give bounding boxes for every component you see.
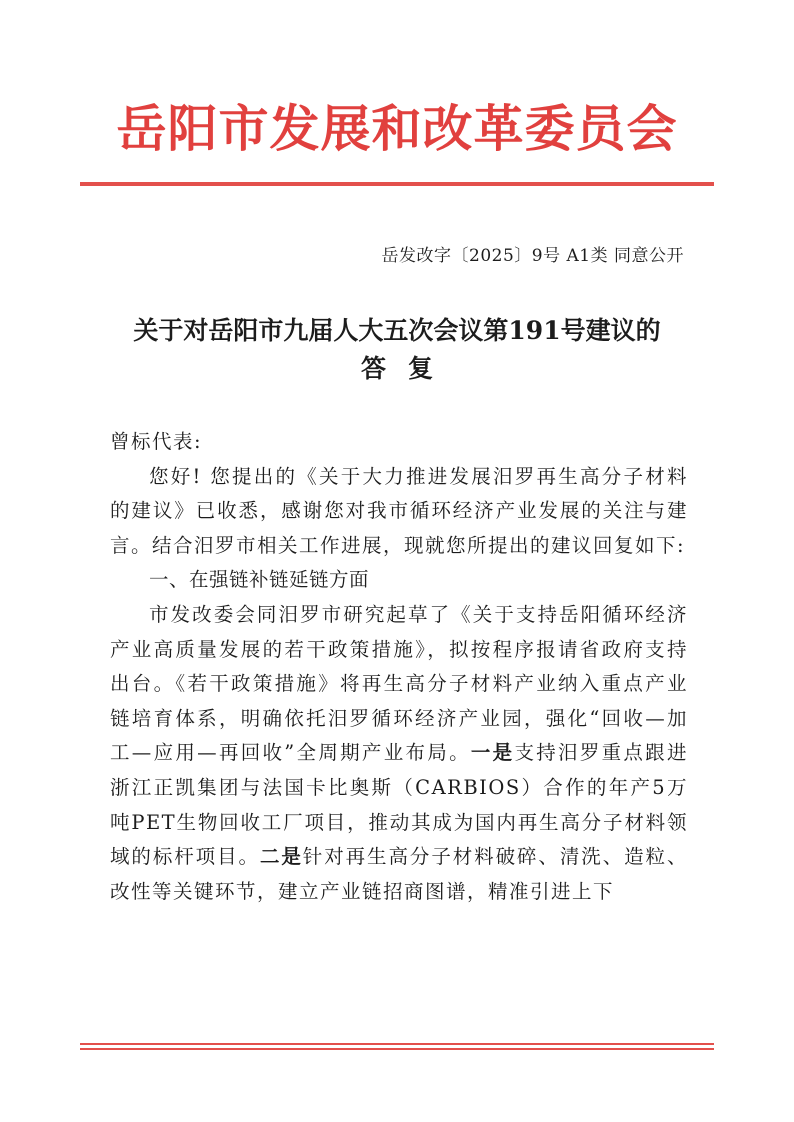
bold-point-2: 二是 (259, 845, 303, 869)
paragraph-section-1 (110, 598, 688, 909)
letterhead-org-name: 岳阳市发展和改革委员会 (116, 99, 678, 158)
footer-red-double-rule (80, 1043, 714, 1050)
document-body (110, 425, 688, 909)
document-title-line1: 关于对岳阳市九届人大五次会议第191号建议的 (133, 316, 661, 345)
paragraph-text: 支持汨罗重点跟进浙江正凯集团与法国卡比奥斯（CARBIOS）合作的年产5万吨PET生物回收工厂项目，推动其成为国内再生高分子材料领域的标杆项目。 (110, 741, 688, 869)
document-title-line2: 答复 (360, 354, 455, 383)
section-heading-1: 一、在强链补链延链方面 (149, 568, 370, 592)
salutation: 曾标代表: (110, 430, 203, 453)
document-number: 岳发改字〔2025〕9号 A1类 同意公开 (381, 246, 684, 266)
document-title (0, 312, 794, 388)
bold-point-1: 一是 (470, 741, 515, 765)
letterhead-red-rule (80, 182, 714, 186)
paragraph-greeting: 您好! 您提出的《关于大力推进发展汨罗再生高分子材料的建议》已收悉，感谢您对我市循环经济产业发展的关注与建言。结合汨罗市相关工作进展，现就您所提出的建议回复如下: (110, 464, 688, 557)
paragraph-text: 市发改委会同汨罗市研究起草了《关于支持岳阳循环经济产业高质量发展的若干政策措施》，拟按程序报请省政府支持出台。《若干政策措施》将再生高分子材料产业纳入重点产业链培育体系，明确依托汨罗循环经济产业园，强化“回收—加工—应用—再回收”全周期产业布局。 (110, 602, 688, 765)
paragraph-text: 针对再生高分子材料破碎、清洗、造粒、改性等关键环节，建立产业链招商图谱，精准引进上下 (110, 845, 688, 903)
